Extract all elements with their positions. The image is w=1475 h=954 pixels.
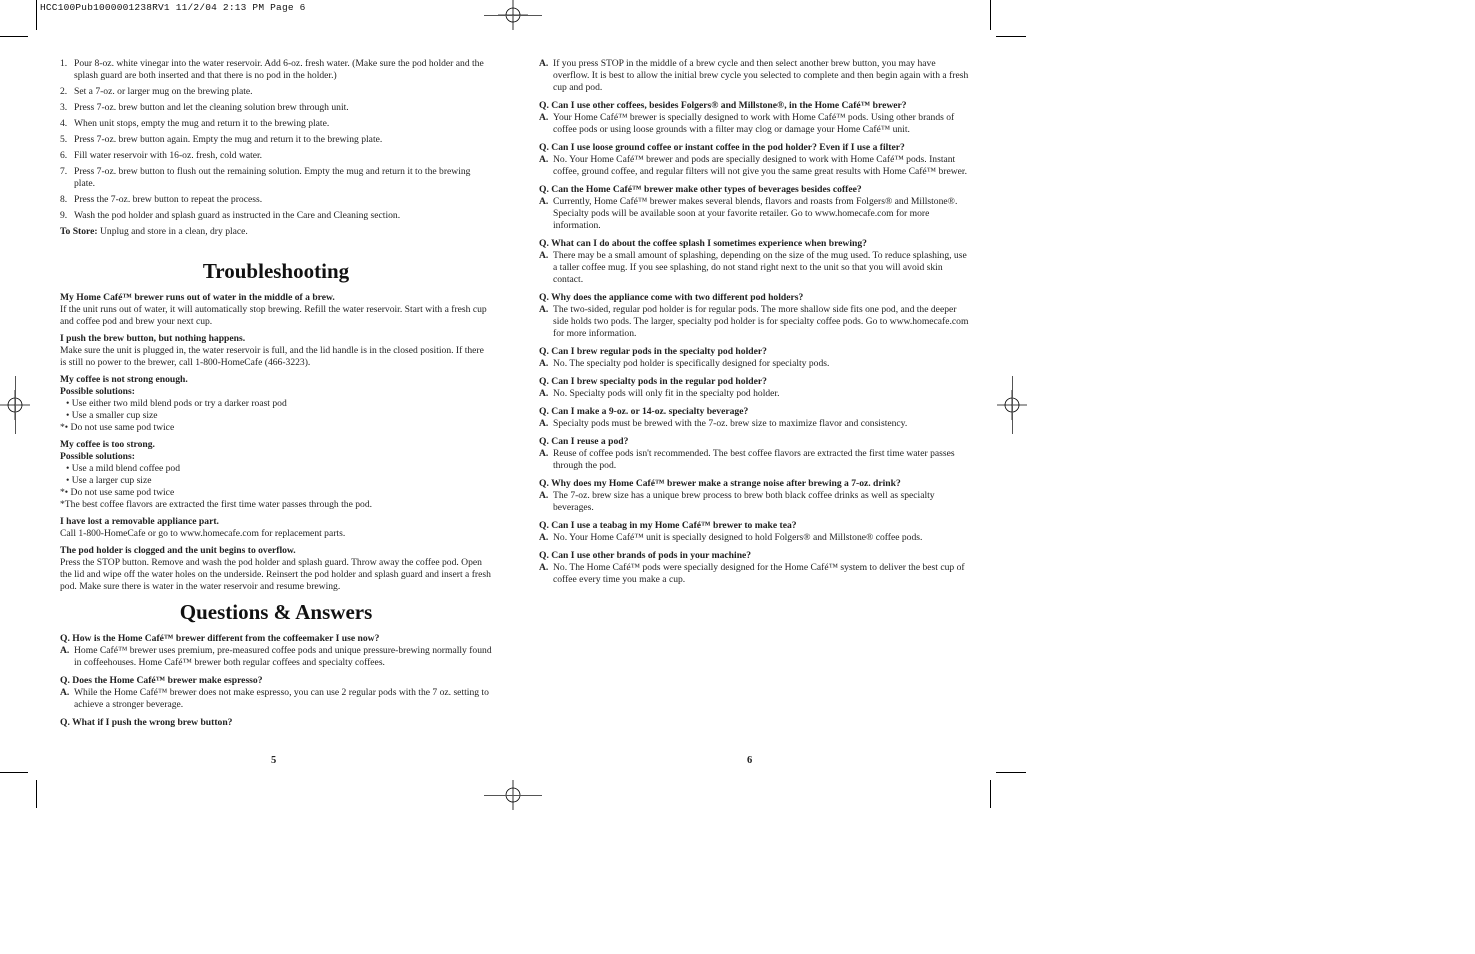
crop-mark <box>36 780 37 808</box>
qa-item: Q. What if I push the wrong brew button? <box>60 717 233 728</box>
qa-item: Q. Can I brew regular pods in the specialty pod holder? A. No. The specialty pod holder is specifically designed for specialty pods. <box>539 346 830 369</box>
crop-mark <box>0 36 28 37</box>
page-6-column <box>539 58 969 592</box>
troubleshooting-item: My coffee is too strong. Possible solutions: • Use a mild blend coffee pod • Use a larger cup size *• Do not use same pod twice *The best coffee flavors are extracted the first time water passes through the pod. <box>60 439 373 510</box>
list-item: 9. Wash the pod holder and splash guard as instructed in the Care and Cleaning section. <box>60 210 401 221</box>
list-item: 4. When unit stops, empty the mug and return it to the brewing plate. <box>60 118 330 129</box>
page-5-column <box>60 58 492 735</box>
registration-line <box>1012 376 1013 434</box>
list-item: 1. Pour 8-oz. white vinegar into the water reservoir. Add 6-oz. fresh water. (Make sure the pod holder and the splash guard are both inserted and that there is no pod in the holder.) <box>60 58 484 81</box>
qa-item: Q. Can I use loose ground coffee or instant coffee in the pod holder? Even if I use a filter? A. No. Your Home Café™ brewer and pods are specially designed to work with Home Café™ pods. Instant coffee, ground coffee, and regular filters will not give you the same great results with Home Café™ brewer. <box>539 142 967 177</box>
qa-item: Q. Can I use other brands of pods in your machine? A. No. The Home Café™ pods were specially designed for the Home Café™ system to deliver the best cup of coffee every time you make a cup. <box>539 550 965 585</box>
qa-item: Q. How is the Home Café™ brewer different from the coffeemaker I use now? A. Home Café™ brewer uses premium, pre-measured coffee pods and unique pressure-brewing normally found in coffeehouses. Home Café™ brewer both regular coffees and specialty coffees. <box>60 633 492 668</box>
troubleshooting-heading: Troubleshooting <box>202 259 350 283</box>
page-number: 5 <box>271 755 277 766</box>
qa-item: Q. Can I make a 9-oz. or 14-oz. specialty beverage? A. Specialty pods must be brewed with the 7-oz. brew size to maximize flavor and consistency. <box>539 406 908 429</box>
list-item: 6. Fill water reservoir with 16-oz. fresh, cold water. <box>60 150 263 161</box>
qa-item: Q. Can the Home Café™ brewer make other types of beverages besides coffee? A. Currently, Home Café™ brewer makes several blends, flavors and roasts from Folgers® and Millstone®. Specialty pods will be available soon at your favorite retailer. Go to www.homecafe.com for more information. <box>539 184 958 231</box>
troubleshooting-item: The pod holder is clogged and the unit begins to overflow. Press the STOP button. Remove and wash the pod holder and splash guard. Throw away the coffee pod. Open the lid and wipe off the water holes on the underside. Reinsert the pod holder and splash guard and insert a fresh pod. Make sure there is water in the water reservoir and resume brewing. <box>60 545 491 592</box>
list-item: 7. Press 7-oz. brew button to flush out the remaining solution. Empty the mug and return it to the brewing plate. <box>60 166 471 189</box>
qa-item: Q. Why does my Home Café™ brewer make a strange noise after brewing a 7-oz. drink? A. The 7-oz. brew size has a unique brew process to brew both black coffee drinks as well as specialty beverages. <box>539 478 935 513</box>
qa-heading: Questions & Answers <box>179 600 373 624</box>
qa-item: Q. Can I reuse a pod? A. Reuse of coffee pods isn't recommended. The best coffee flavors are extracted the first time water passes through the pod. <box>539 436 955 471</box>
qa-item: Q. Does the Home Café™ brewer make espresso? A. While the Home Café™ brewer does not make espresso, you can use 2 regular pods with the 7 oz. setting to achieve a stronger beverage. <box>60 675 489 710</box>
cleaning-steps-list <box>60 58 492 222</box>
page-number: 6 <box>747 755 753 766</box>
crop-mark <box>0 772 28 773</box>
list-item: 3. Press 7-oz. brew button and let the cleaning solution brew through unit. <box>60 102 349 113</box>
to-store-note: To Store: Unplug and store in a clean, dry place. <box>60 226 248 237</box>
registration-line <box>484 795 542 796</box>
troubleshooting-item: My coffee is not strong enough. Possible solutions: • Use either two mild blend pods or try a darker roast pod • Use a smaller cup size *• Do not use same pod twice <box>60 374 287 433</box>
list-item: 5. Press 7-oz. brew button again. Empty the mug and return it to the brewing plate. <box>60 134 383 145</box>
troubleshooting-item: I push the brew button, but nothing happens. Make sure the unit is plugged in, the water reservoir is full, and the lid handle is in the closed position. If there is still no power to the brewer, call 1-800-HomeCafe (466-3223). <box>60 333 484 368</box>
list-item: 2. Set a 7-oz. or larger mug on the brewing plate. <box>60 86 253 97</box>
qa-item: Q. What can I do about the coffee splash I sometimes experience when brewing? A. There may be a small amount of splashing, depending on the size of the mug used. To reduce splashing, use a taller coffee mug. If you see splashing, do not stand right next to the unit so that you will avoid skin contact. <box>539 238 967 285</box>
crop-mark <box>36 0 37 30</box>
troubleshooting-item: I have lost a removable appliance part. Call 1-800-HomeCafe or go to www.homecafe.com for replacement parts. <box>60 516 346 539</box>
qa-item: A. If you press STOP in the middle of a brew cycle and then select another brew button, you may have overflow. It is best to allow the initial brew cycle you selected to complete and then begin again with a fresh cup and pod. <box>539 58 969 93</box>
crop-mark <box>990 0 991 30</box>
registration-line <box>484 15 542 16</box>
qa-item: Q. Why does the appliance come with two different pod holders? A. The two-sided, regular pod holder is for regular pods. The more shallow side fits one pod, and the deeper side holds two pods. The larger, specialty pod holder is for specialty coffee pods. Go to www.homecafe.com for more information. <box>539 292 969 339</box>
registration-line <box>15 376 16 434</box>
qa-item: Q. Can I use a teabag in my Home Café™ brewer to make tea? A. No. Your Home Café™ unit is specially designed to hold Folgers® and Millstone® coffee pods. <box>539 520 923 543</box>
troubleshooting-item: My Home Café™ brewer runs out of water in the middle of a brew. If the unit runs out of water, it will automatically stop brewing. Refill the water reservoir. Start with a fresh cup and coffee pod and brew your next cup. <box>60 292 487 327</box>
crop-mark <box>990 780 991 808</box>
qa-item: Q. Can I brew specialty pods in the regular pod holder? A. No. Specialty pods will only fit in the specialty pod holder. <box>539 376 780 399</box>
crop-mark <box>996 36 1026 37</box>
print-slug: HCC100Pub1000001238RV1 11/2/04 2:13 PM Page 6 <box>40 2 306 13</box>
qa-item: Q. Can I use other coffees, besides Folgers® and Millstone®, in the Home Café™ brewer? A. Your Home Café™ brewer is specially designed to work with Home Café™ pods. Using other brands of coffee pods or using loose grounds with a filter may clog or damage your Home Café™ unit. <box>539 100 955 135</box>
crop-mark <box>996 772 1026 773</box>
list-item: 8. Press the 7-oz. brew button to repeat the process. <box>60 194 263 205</box>
